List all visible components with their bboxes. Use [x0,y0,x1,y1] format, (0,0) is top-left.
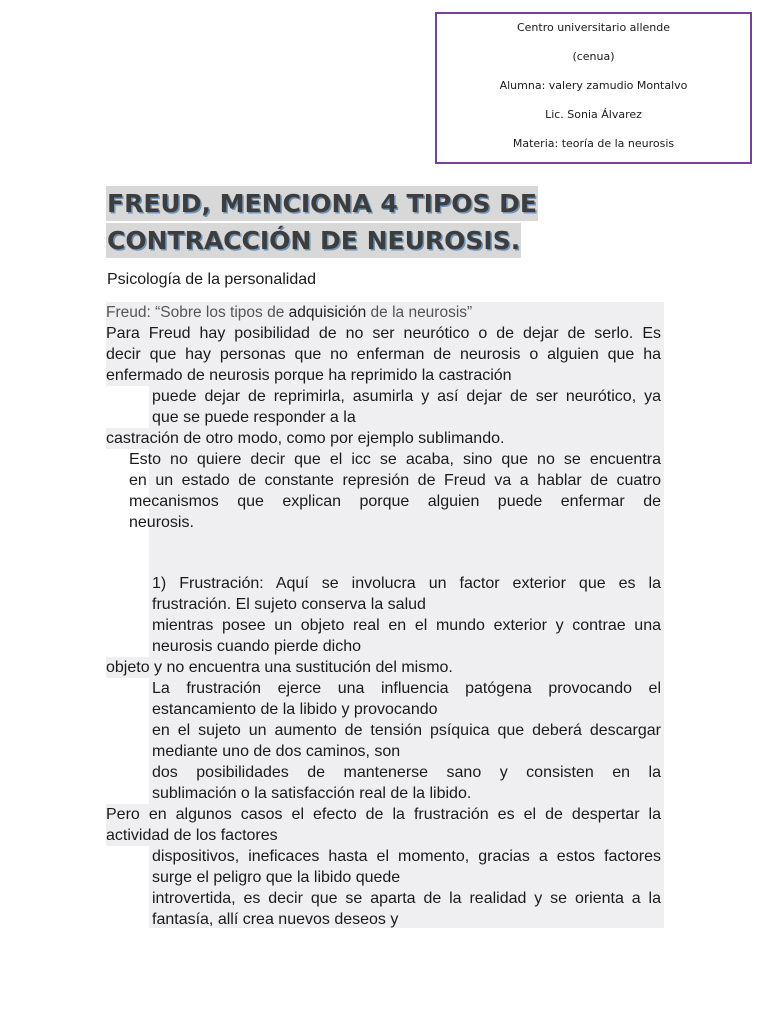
body-line: neurosis. [129,514,194,531]
body-line: Esto no quiere decir que el icc se acaba, sino que no se encuentra [129,451,661,468]
body-line: castración de otro modo, como por ejemplo sublimando. [106,430,505,447]
body-line: enfermado de neurosis porque ha reprimido la castración [106,367,512,384]
body-line: fantasía, allí crea nuevos deseos y [152,911,399,928]
title-line-2: CONTRACCIÓN DE NEUROSIS. [106,223,521,258]
header-line-student: Alumna: valery zamudio Montalvo [499,79,688,92]
body-line: dispositivos, ineficaces hasta el momento, gracias a estos factores [152,848,661,865]
body-line: en un estado de constante represión de Freud va a hablar de cuatro [129,472,661,489]
intro-line [106,302,664,323]
body-line: estancamiento de la libido y provocando [152,701,438,718]
body-line: La frustración ejerce una influencia patógena provocando el [152,680,661,697]
header-info-box [435,12,752,164]
body-line: mientras posee un objeto real en el mundo exterior y contrae una [152,617,661,634]
document-subtitle: Psicología de la personalidad [107,271,317,288]
body-line: dos posibilidades de mantenerse sano y consisten en la [152,764,661,781]
intro-part-2: adquisición [288,304,367,321]
title-line-1: FREUD, MENCIONA 4 TIPOS DE [106,186,538,221]
body-line: mecanismos que explican porque alguien puede enfermar de [129,493,661,510]
document-title [106,186,538,258]
header-line-subject: Materia: teoría de la neurosis [512,137,675,150]
header-line-acronym: (cenua) [572,50,615,63]
intro-part-3: de la neurosis” [366,304,473,321]
body-line: surge el peligro que la libido quede [152,869,401,886]
body-line: que se puede responder a la [152,409,356,426]
list-item-frustracion: 1) Frustración: Aquí se involucra un factor exterior que es la [152,575,661,592]
body-line: Para Freud hay posibilidad de no ser neurótico o de dejar de serlo. Es [106,325,661,342]
body-line: introvertida, es decir que se aparta de la realidad y se orienta a la [152,890,661,907]
body-line: objeto y no encuentra una sustitución del mismo. [106,659,453,676]
body-line: puede dejar de reprimirla, asumirla y así dejar de ser neurótico, ya [152,388,661,405]
body-line: mediante uno de dos caminos, son [152,743,401,760]
body-line: en el sujeto un aumento de tensión psíquica que deberá descargar [152,722,661,739]
body-line: sublimación o la satisfacción real de la libido. [152,785,472,802]
header-line-teacher: Lic. Sonia Álvarez [545,108,642,121]
body-line: frustración. El sujeto conserva la salud [152,596,426,613]
intro-part-1: Freud: “Sobre los tipos de [106,304,289,321]
body-line: actividad de los factores [106,827,278,844]
body-line: decir que hay personas que no enferman de neurosis o alguien que ha [106,346,661,363]
header-line-institution: Centro universitario allende [516,21,671,34]
body-line: Pero en algunos casos el efecto de la frustración es el de despertar la [106,806,661,823]
body-line: neurosis cuando pierde dicho [152,638,362,655]
